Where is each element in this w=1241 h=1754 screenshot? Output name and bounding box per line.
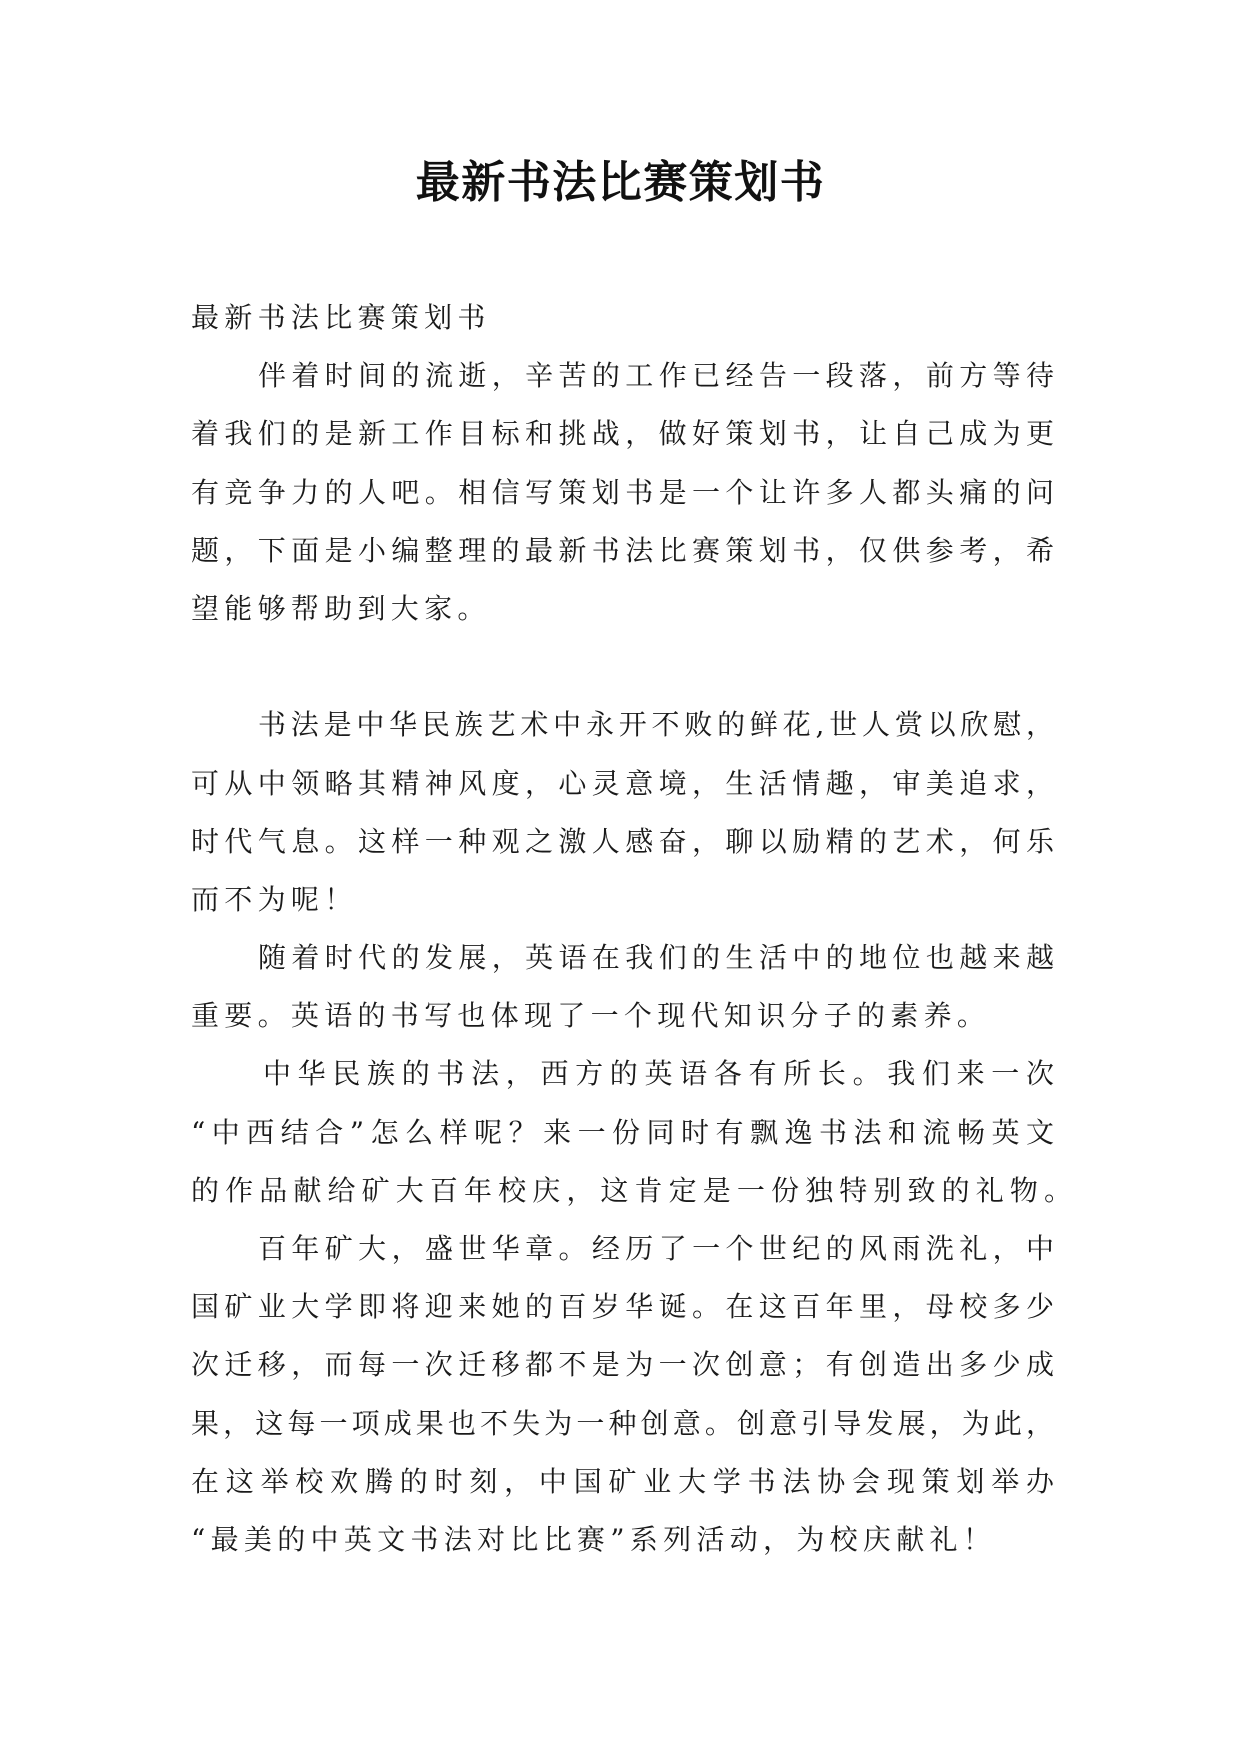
document-body <box>191 289 1075 1569</box>
document-subtitle: 最新书法比赛策划书 <box>191 301 491 334</box>
text-line: 中华民族的书法，西方的英语各有所长。我们来一次 <box>263 1057 1057 1091</box>
text-line: 书法是中华民族艺术中永开不败的鲜花,世人赏以欣慰， <box>258 708 1057 742</box>
text-line: “最美的中英文书法对比比赛”系列活动，为校庆献礼！ <box>191 1522 997 1556</box>
text-line: 果，这每一项成果也不失为一种创意。创意引导发展，为此， <box>191 1406 1057 1440</box>
text-line: 百年矿大，盛世华章。经历了一个世纪的风雨洗礼，中 <box>258 1232 1057 1265</box>
paragraph-intro <box>191 347 1057 638</box>
text-line: 有竞争力的人吧。相信写策划书是一个让许多人都头痛的问 <box>191 475 1057 509</box>
document-title: 最新书法比赛策划书 <box>415 157 826 208</box>
text-line: 随着时代的发展，英语在我们的生活中的地位也越来越 <box>258 941 1057 975</box>
text-line: “中西结合”怎么样呢？来一份同时有飘逸书法和流畅英文 <box>191 1115 1057 1149</box>
text-line: 国矿业大学即将迎来她的百岁华诞。在这百年里，母校多少 <box>191 1290 1057 1324</box>
text-line: 次迁移，而每一次迁移都不是为一次创意；有创造出多少成 <box>191 1348 1057 1382</box>
paragraph-combination <box>191 1045 1075 1220</box>
text-line: 时代气息。这样一种观之激人感奋，聊以励精的艺术，何乐 <box>191 824 1057 858</box>
text-line: 重要。英语的书写也体现了一个现代知识分子的素养。 <box>191 999 991 1033</box>
paragraph-anniversary <box>191 1220 1057 1569</box>
text-line: 的作品献给矿大百年校庆，这肯定是一份独特别致的礼物。 <box>191 1173 1075 1207</box>
text-line: 望能够帮助到大家。 <box>191 591 491 625</box>
text-line: 着我们的是新工作目标和挑战，做好策划书，让自己成为更 <box>191 417 1057 451</box>
text-line: 而不为呢！ <box>191 882 358 916</box>
paragraph-english <box>191 929 1057 1045</box>
text-line: 在这举校欢腾的时刻，中国矿业大学书法协会现策划举办 <box>191 1464 1057 1498</box>
text-line: 伴着时间的流逝，辛苦的工作已经告一段落，前方等待 <box>258 359 1057 393</box>
paragraph-calligraphy <box>191 696 1057 929</box>
text-line: 题，下面是小编整理的最新书法比赛策划书，仅供参考，希 <box>191 533 1057 567</box>
text-line: 可从中领略其精神风度，心灵意境，生活情趣，审美追求， <box>191 766 1057 800</box>
